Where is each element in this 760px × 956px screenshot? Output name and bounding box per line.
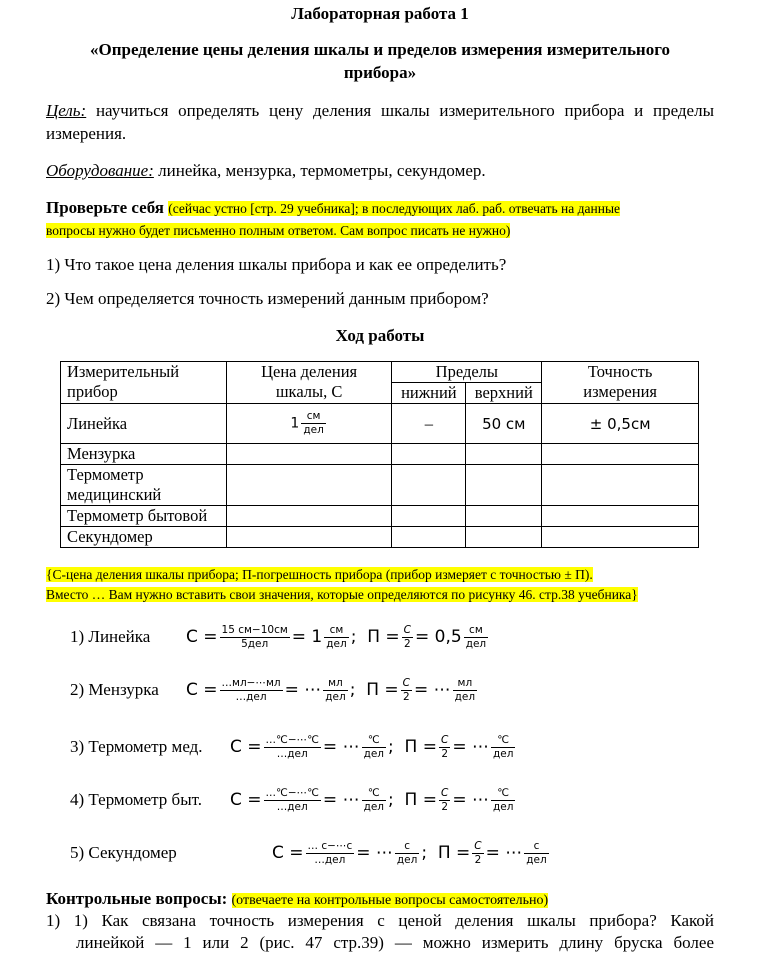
goal-text-2: измерения. bbox=[46, 124, 127, 143]
check-label: Проверьте себя bbox=[46, 198, 164, 217]
row-accuracy: ± 0,5см bbox=[542, 404, 699, 444]
formula-ruler bbox=[70, 615, 150, 659]
table-header-row bbox=[61, 362, 699, 383]
header-device: Измерительный прибор bbox=[61, 362, 227, 404]
formula-label: 5) Секундомер bbox=[70, 843, 177, 862]
question-1: 1) Что такое цена деления шкалы прибора и как ее определить? bbox=[46, 255, 507, 274]
row-device: Мензурка bbox=[61, 444, 227, 465]
control-questions-line bbox=[46, 888, 714, 912]
formula-label: 2) Мензурка bbox=[70, 680, 159, 699]
header-limits: Пределы bbox=[392, 362, 542, 383]
formula-home-thermometer-expression: С = $\frac{\dots℃-\cdots℃}{\text{…дел}}$ = ⋯ $\frac{℃}{\text{дел}}$ ; П = $\frac{С}{2}$ = ⋯ $\frac{℃}{\text{дел}}$ bbox=[230, 786, 514, 813]
goal-label: Цель: bbox=[46, 101, 87, 120]
question-2: 2) Чем определяется точность измерений данным прибором? bbox=[46, 289, 489, 308]
header-accuracy: Точность измерения bbox=[542, 362, 699, 404]
header-upper: верхний bbox=[466, 383, 542, 404]
page-title: Лабораторная работа 1 bbox=[291, 4, 469, 23]
table-row bbox=[61, 404, 699, 444]
check-note-line-2 bbox=[46, 219, 714, 242]
row-device: Термометр бытовой bbox=[61, 506, 227, 527]
formula-label: 3) Термометр мед. bbox=[70, 737, 203, 756]
formula-stopwatch bbox=[70, 831, 177, 875]
row-device: Секундомер bbox=[61, 527, 227, 548]
check-yourself-line bbox=[46, 197, 714, 220]
formula-beaker bbox=[70, 668, 159, 712]
control-note: (отвечаете на контрольные вопросы самостоятельно) bbox=[231, 893, 549, 908]
row-device: Линейка bbox=[61, 404, 227, 444]
table-row bbox=[61, 465, 699, 506]
row-upper: 50 см bbox=[466, 404, 542, 444]
goal-text-1: научиться определять цену деления шкалы измерительного прибора и пределы bbox=[86, 101, 714, 120]
row-device: Термометр медицинский bbox=[61, 465, 227, 506]
check-note-1: (сейчас устно [стр. 29 учебника]; в последующих лаб. раб. отвечать на данные bbox=[168, 201, 621, 216]
table-row bbox=[61, 444, 699, 465]
check-note-2: вопросы нужно будет письменно полным ответом. Сам вопрос писать не нужно) bbox=[46, 223, 511, 238]
results-table bbox=[60, 361, 699, 548]
row-lower: – bbox=[392, 404, 466, 444]
progress-title: Ход работы bbox=[335, 326, 425, 345]
control-question-1-line-2: линейкой — 1 или 2 (рис. 47 стр.39) — можно измерить длину бруска более bbox=[76, 933, 714, 952]
equipment-text: линейка, мензурка, термометры, секундомер. bbox=[153, 161, 486, 180]
header-price: Цена деления шкалы, С bbox=[226, 362, 392, 404]
formula-ruler-expression: С = $\frac{15 см-10см}{\text{5дел}}$ = 1 $\frac{см}{\text{дел}}$ ; П = $\frac{С}{2}$ = 0,5 $\frac{см}{\text{дел}}$ bbox=[186, 623, 487, 650]
goal-line-1 bbox=[46, 100, 714, 122]
formula-label: 4) Термометр быт. bbox=[70, 790, 203, 809]
formula-label: 1) Линейка bbox=[70, 627, 151, 646]
legend-line-1: {С-цена деления шкалы прибора; П-погрешность прибора (прибор измеряет с точностью ± П). bbox=[46, 567, 593, 582]
formula-med-thermometer bbox=[70, 725, 203, 769]
formula-beaker-expression: С = $\frac{\dots мл-\cdots мл}{\text{…дел}}$ = ⋯ $\frac{мл}{\text{дел}}$ ; П = $\frac{С}{2}$ = ⋯ $\frac{мл}{\text{дел}}$ bbox=[186, 676, 476, 703]
equipment-line bbox=[46, 160, 714, 182]
equipment-label: Оборудование: bbox=[46, 161, 154, 180]
formula-home-thermometer bbox=[70, 778, 202, 822]
row-price: 1 $\frac{см}{\text{дел}}$ bbox=[226, 404, 392, 444]
control-label: Контрольные вопросы: bbox=[46, 889, 228, 908]
table-row bbox=[61, 527, 699, 548]
table-row bbox=[61, 506, 699, 527]
formula-stopwatch-expression: С = $\frac{\dots с-\cdots с}{\text{…дел}}$ = ⋯ $\frac{с}{\text{дел}}$ ; П = $\frac{С}{2}$ = ⋯ $\frac{с}{\text{дел}}$ bbox=[272, 839, 547, 866]
formula-med-thermometer-expression: С = $\frac{\dots℃-\cdots℃}{\text{…дел}}$ = ⋯ $\frac{℃}{\text{дел}}$ ; П = $\frac{С}{2}$ = ⋯ $\frac{℃}{\text{дел}}$ bbox=[230, 733, 514, 760]
work-subtitle-line-1: «Определение цены деления шкалы и пределов измерения измерительного bbox=[89, 40, 671, 59]
legend-line-2: Вместо … Вам нужно вставить свои значения, которые определяются по рисунку 46. стр.38 учебника} bbox=[46, 587, 638, 602]
work-subtitle-line-2: прибора» bbox=[343, 63, 417, 82]
control-question-1-line-1: 1) 1) Как связана точность измерения с ценой деления шкалы прибора? Какой bbox=[46, 911, 714, 930]
header-lower: нижний bbox=[392, 383, 466, 404]
